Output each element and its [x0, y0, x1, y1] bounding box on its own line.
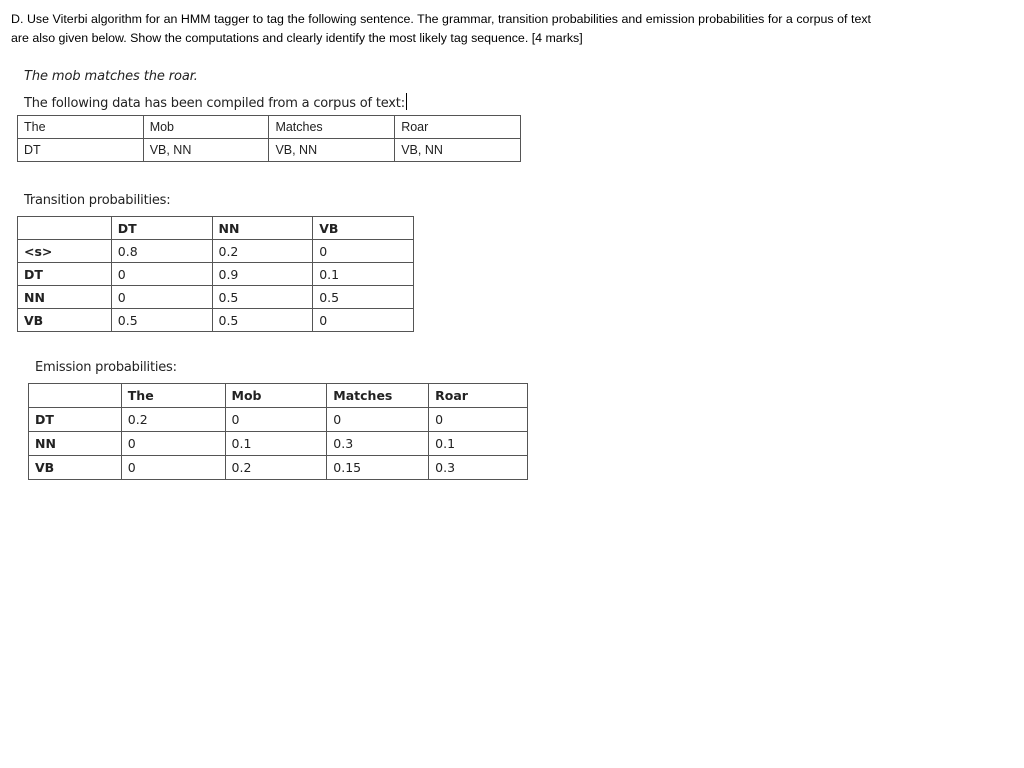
emission-col-header: Roar	[429, 384, 528, 408]
emission-row	[29, 456, 528, 480]
transition-row-header: VB	[18, 309, 112, 332]
emission-cell: 0.1	[225, 432, 327, 456]
transition-header-row	[18, 217, 414, 240]
lexicon-tag: VB, NN	[143, 139, 269, 162]
transition-row	[18, 309, 414, 332]
transition-row-header: NN	[18, 286, 112, 309]
text-cursor	[406, 93, 407, 110]
emission-header-row	[29, 384, 528, 408]
lexicon-tag-row	[18, 139, 521, 162]
transition-cell: 0.1	[313, 263, 414, 286]
transition-col-header: NN	[212, 217, 313, 240]
transition-table	[17, 216, 414, 332]
transition-col-header: DT	[111, 217, 212, 240]
emission-corner-cell	[29, 384, 122, 408]
transition-row-header: DT	[18, 263, 112, 286]
emission-cell: 0.3	[429, 456, 528, 480]
lexicon-tag: VB, NN	[269, 139, 395, 162]
lexicon-word: Matches	[269, 116, 395, 139]
transition-cell: 0	[313, 309, 414, 332]
transition-cell: 0.5	[212, 309, 313, 332]
emission-cell: 0	[225, 408, 327, 432]
lexicon-word: Mob	[143, 116, 269, 139]
emission-cell: 0	[429, 408, 528, 432]
lexicon-table	[17, 115, 521, 162]
emission-cell: 0	[121, 432, 225, 456]
emission-label: Emission probabilities:	[35, 360, 177, 375]
intro-text: The following data has been compiled from a corpus of text:	[24, 96, 405, 111]
transition-col-header: VB	[313, 217, 414, 240]
emission-row-header: NN	[29, 432, 122, 456]
emission-col-header: Mob	[225, 384, 327, 408]
emission-cell: 0.3	[327, 432, 429, 456]
example-sentence: The mob matches the roar.	[24, 69, 198, 84]
emission-cell: 0.1	[429, 432, 528, 456]
transition-label: Transition probabilities:	[24, 193, 171, 208]
emission-col-header: The	[121, 384, 225, 408]
emission-cell: 0	[327, 408, 429, 432]
transition-row	[18, 263, 414, 286]
emission-row-header: VB	[29, 456, 122, 480]
transition-cell: 0.5	[111, 309, 212, 332]
emission-table	[28, 383, 528, 480]
lexicon-word: Roar	[395, 116, 521, 139]
transition-row	[18, 240, 414, 263]
lexicon-tag: VB, NN	[395, 139, 521, 162]
emission-cell: 0	[121, 456, 225, 480]
emission-row	[29, 408, 528, 432]
transition-cell: 0.2	[212, 240, 313, 263]
lexicon-word-row	[18, 116, 521, 139]
emission-cell: 0.2	[225, 456, 327, 480]
transition-cell: 0.8	[111, 240, 212, 263]
transition-cell: 0.9	[212, 263, 313, 286]
transition-cell: 0.5	[313, 286, 414, 309]
emission-row-header: DT	[29, 408, 122, 432]
transition-cell: 0	[111, 263, 212, 286]
intro-line	[24, 93, 407, 111]
transition-corner-cell	[18, 217, 112, 240]
transition-cell: 0	[313, 240, 414, 263]
emission-row	[29, 432, 528, 456]
transition-cell: 0	[111, 286, 212, 309]
lexicon-word: The	[18, 116, 144, 139]
lexicon-tag: DT	[18, 139, 144, 162]
transition-row-header: <s>	[18, 240, 112, 263]
emission-cell: 0.2	[121, 408, 225, 432]
transition-row	[18, 286, 414, 309]
emission-cell: 0.15	[327, 456, 429, 480]
emission-col-header: Matches	[327, 384, 429, 408]
question-text: D. Use Viterbi algorithm for an HMM tagger to tag the following sentence. The grammar, transition probabilities and emission probabilities for a corpus of text are also given below. Show the computations and clearly identify the most likely tag sequence. [4 marks]	[11, 12, 871, 45]
transition-cell: 0.5	[212, 286, 313, 309]
